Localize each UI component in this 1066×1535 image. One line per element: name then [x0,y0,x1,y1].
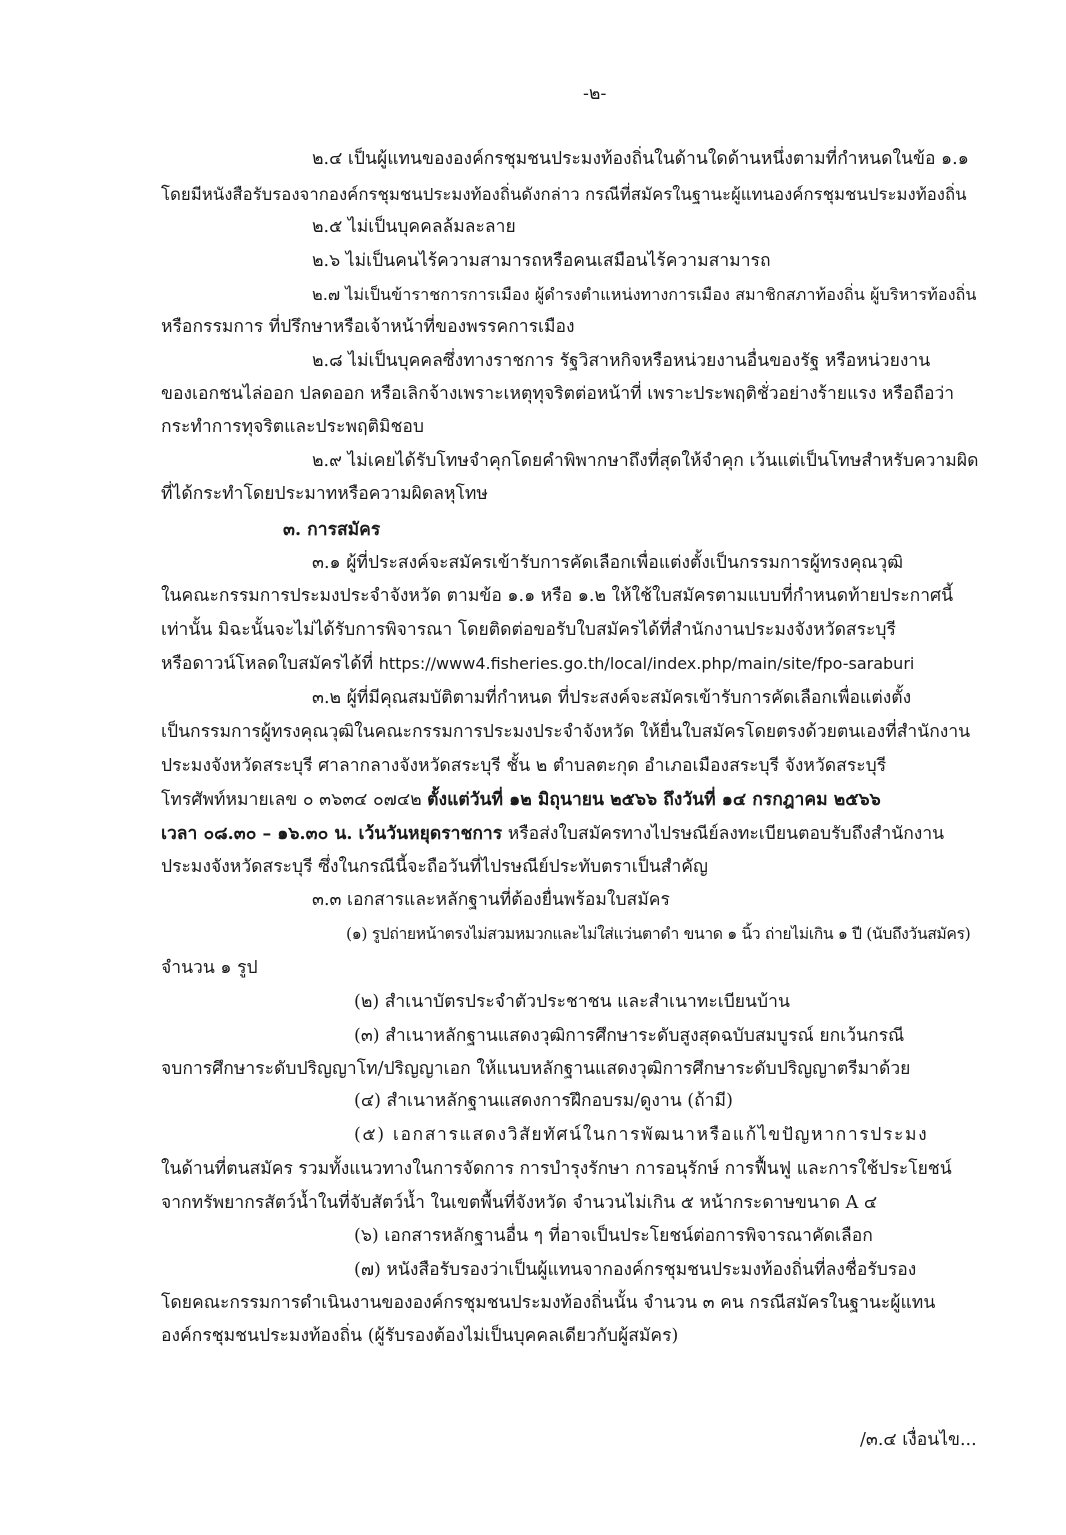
application-download-url[interactable]: https://www4.fisheries.go.th/local/index.php/main/site/fpo-saraburi [378,654,915,673]
p32-line1: ๓.๒ ผู้ที่มีคุณสมบัติตามที่กำหนด ที่ประสงค์จะสมัครเข้ารับการคัดเลือกเพื่อแต่งตั้ง [312,688,912,708]
doc-6: (๖) เอกสารหลักฐานอื่น ๆ ที่อาจเป็นประโยชน์ต่อการพิจารณาคัดเลือก [354,1226,873,1246]
p33-title: ๓.๓ เอกสารและหลักฐานที่ต้องยื่นพร้อมใบสมัคร [312,890,670,910]
postal-submission-text: หรือส่งใบสมัครทางไปรษณีย์ลงทะเบียนตอบรับถึงสำนักงาน [502,824,945,844]
phone-number-text: โทรศัพท์หมายเลข ๐ ๓๖๓๔ ๐๗๔๒ [161,790,428,810]
qualification-2-9-line2: ที่ได้กระทำโดยประมาทหรือความผิดลหุโทษ [161,484,488,504]
qualification-2-8-line2: ของเอกชนไล่ออก ปลดออก หรือเลิกจ้างเพราะเหตุทุจริตต่อหน้าที่ เพราะประพฤติชั่วอย่างร้ายแรง หรือถือว่า [161,384,955,404]
doc-1-line1: (๑) รูปถ่ายหน้าตรงไม่สวมหมวกและไม่ใส่แว่นตาดำ ขนาด ๑ นิ้ว ถ่ายไม่เกิน ๑ ปี (นับถึงวันสมัคร) [346,924,971,943]
doc-7-line1: (๗) หนังสือรับรองว่าเป็นผู้แทนจากองค์กรชุมชนประมงท้องถิ่นที่ลงชื่อรับรอง [354,1260,917,1280]
doc-3-line1: (๓) สำเนาหลักฐานแสดงวุฒิการศึกษาระดับสูงสุดฉบับสมบูรณ์ ยกเว้นกรณี [354,1026,905,1046]
qualification-2-4-line1: ๒.๔ เป็นผู้แทนขององค์กรชุมชนประมงท้องถิ่นในด้านใดด้านหนึ่งตามที่กำหนดในข้อ ๑.๑ [312,149,969,169]
section-3-heading: ๓. การสมัคร [283,520,381,540]
p31-line4 [161,650,914,678]
qualification-2-7-line1: ๒.๗ ไม่เป็นข้าราชการการเมือง ผู้ดำรงตำแหน่งทางการเมือง สมาชิกสภาท้องถิ่น ผู้บริหารท้องถิ่น [312,285,977,304]
p31-line3: เท่านั้น มิฉะนั้นจะไม่ได้รับการพิจารณา โดยติดต่อขอรับใบสมัครได้ที่สำนักงานประมงจังหวัดสระบุรี [161,620,896,640]
office-hours: เวลา ๐๘.๓๐ – ๑๖.๓๐ น. เว้นวันหยุดราชการ [161,824,503,844]
qualification-2-7-line2: หรือกรรมการ ที่ปรึกษาหรือเจ้าหน้าที่ของพรรคการเมือง [161,317,575,337]
p32-line2: เป็นกรรมการผู้ทรงคุณวุฒิในคณะกรรมการประมงประจำจังหวัด ให้ยื่นใบสมัครโดยตรงด้วยตนเองที่สำนักงาน [161,722,971,742]
doc-1-line2: จำนวน ๑ รูป [161,958,258,978]
qualification-2-6: ๒.๖ ไม่เป็นคนไร้ความสามารถหรือคนเสมือนไร้ความสามารถ [312,251,771,271]
doc-7-line3: องค์กรชุมชนประมงท้องถิ่น (ผู้รับรองต้องไม่เป็นบุคคลเดียวกับผู้สมัคร) [161,1326,679,1346]
qualification-2-8-line3: กระทำการทุจริตและประพฤติมิชอบ [161,417,424,437]
p32-line6: ประมงจังหวัดสระบุรี ซึ่งในกรณีนี้จะถือวันที่ไปรษณีย์ประทับตราเป็นสำคัญ [161,857,708,877]
p32-line5 [161,820,944,848]
doc-5-line3: จากทรัพยากรสัตว์น้ำในที่จับสัตว์น้ำ ในเขตพื้นที่จังหวัด จำนวนไม่เกิน ๕ หน้ากระดาษขนาด A ๔ [161,1193,878,1213]
continuation-marker: /๓.๔ เงื่อนไข... [860,1430,977,1450]
qualification-2-8-line1: ๒.๘ ไม่เป็นบุคคลซึ่งทางราชการ รัฐวิสาหกิจหรือหน่วยงานอื่นของรัฐ หรือหน่วยงาน [312,351,931,371]
doc-3-line2: จบการศึกษาระดับปริญญาโท/ปริญญาเอก ให้แนบหลักฐานแสดงวุฒิการศึกษาระดับปริญญาตรีมาด้วย [161,1059,911,1079]
qualification-2-5: ๒.๕ ไม่เป็นบุคคลล้มละลาย [312,217,516,237]
p32-line4 [161,786,881,814]
application-period: ตั้งแต่วันที่ ๑๒ มิถุนายน ๒๕๖๖ ถึงวันที่ ๑๔ กรกฎาคม ๒๕๖๖ [427,790,881,810]
p31-line2: ในคณะกรรมการประมงประจำจังหวัด ตามข้อ ๑.๑ หรือ ๑.๒ ให้ใช้ใบสมัครตามแบบที่กำหนดท้ายประกาศนี้ [161,586,954,606]
p31-download-text: หรือดาวน์โหลดใบสมัครได้ที่ [161,654,379,674]
doc-5-line2: ในด้านที่ตนสมัคร รวมทั้งแนวทางในการจัดการ การบำรุงรักษา การอนุรักษ์ การฟื้นฟู และการใช้ประโยชน์ [161,1159,952,1179]
page-number: -๒- [583,84,607,104]
doc-5-line1: (๕) เอกสารแสดงวิสัยทัศน์ในการพัฒนาหรือแก้ไขปัญหาการประมง [354,1125,929,1145]
p31-line1: ๓.๑ ผู้ที่ประสงค์จะสมัครเข้ารับการคัดเลือกเพื่อแต่งตั้งเป็นกรรมการผู้ทรงคุณวุฒิ [312,553,904,573]
doc-4: (๔) สำเนาหลักฐานแสดงการฝึกอบรม/ดูงาน (ถ้ามี) [354,1091,733,1111]
qualification-2-9-line1: ๒.๙ ไม่เคยได้รับโทษจำคุกโดยคำพิพากษาถึงที่สุดให้จำคุก เว้นแต่เป็นโทษสำหรับความผิด [312,451,979,471]
qualification-2-4-line2: โดยมีหนังสือรับรองจากองค์กรชุมชนประมงท้องถิ่นดังกล่าว กรณีที่สมัครในฐานะผู้แทนองค์กรชุมชนประมงท้องถิ่น [161,184,967,204]
p32-line3: ประมงจังหวัดสระบุรี ศาลากลางจังหวัดสระบุรี ชั้น ๒ ตำบลตะกุด อำเภอเมืองสระบุรี จังหวัดสระบุรี [161,756,887,776]
doc-7-line2: โดยคณะกรรมการดำเนินงานขององค์กรชุมชนประมงท้องถิ่นนั้น จำนวน ๓ คน กรณีสมัครในฐานะผู้แทน [161,1293,936,1313]
doc-2: (๒) สำเนาบัตรประจำตัวประชาชน และสำเนาทะเบียนบ้าน [354,992,790,1012]
